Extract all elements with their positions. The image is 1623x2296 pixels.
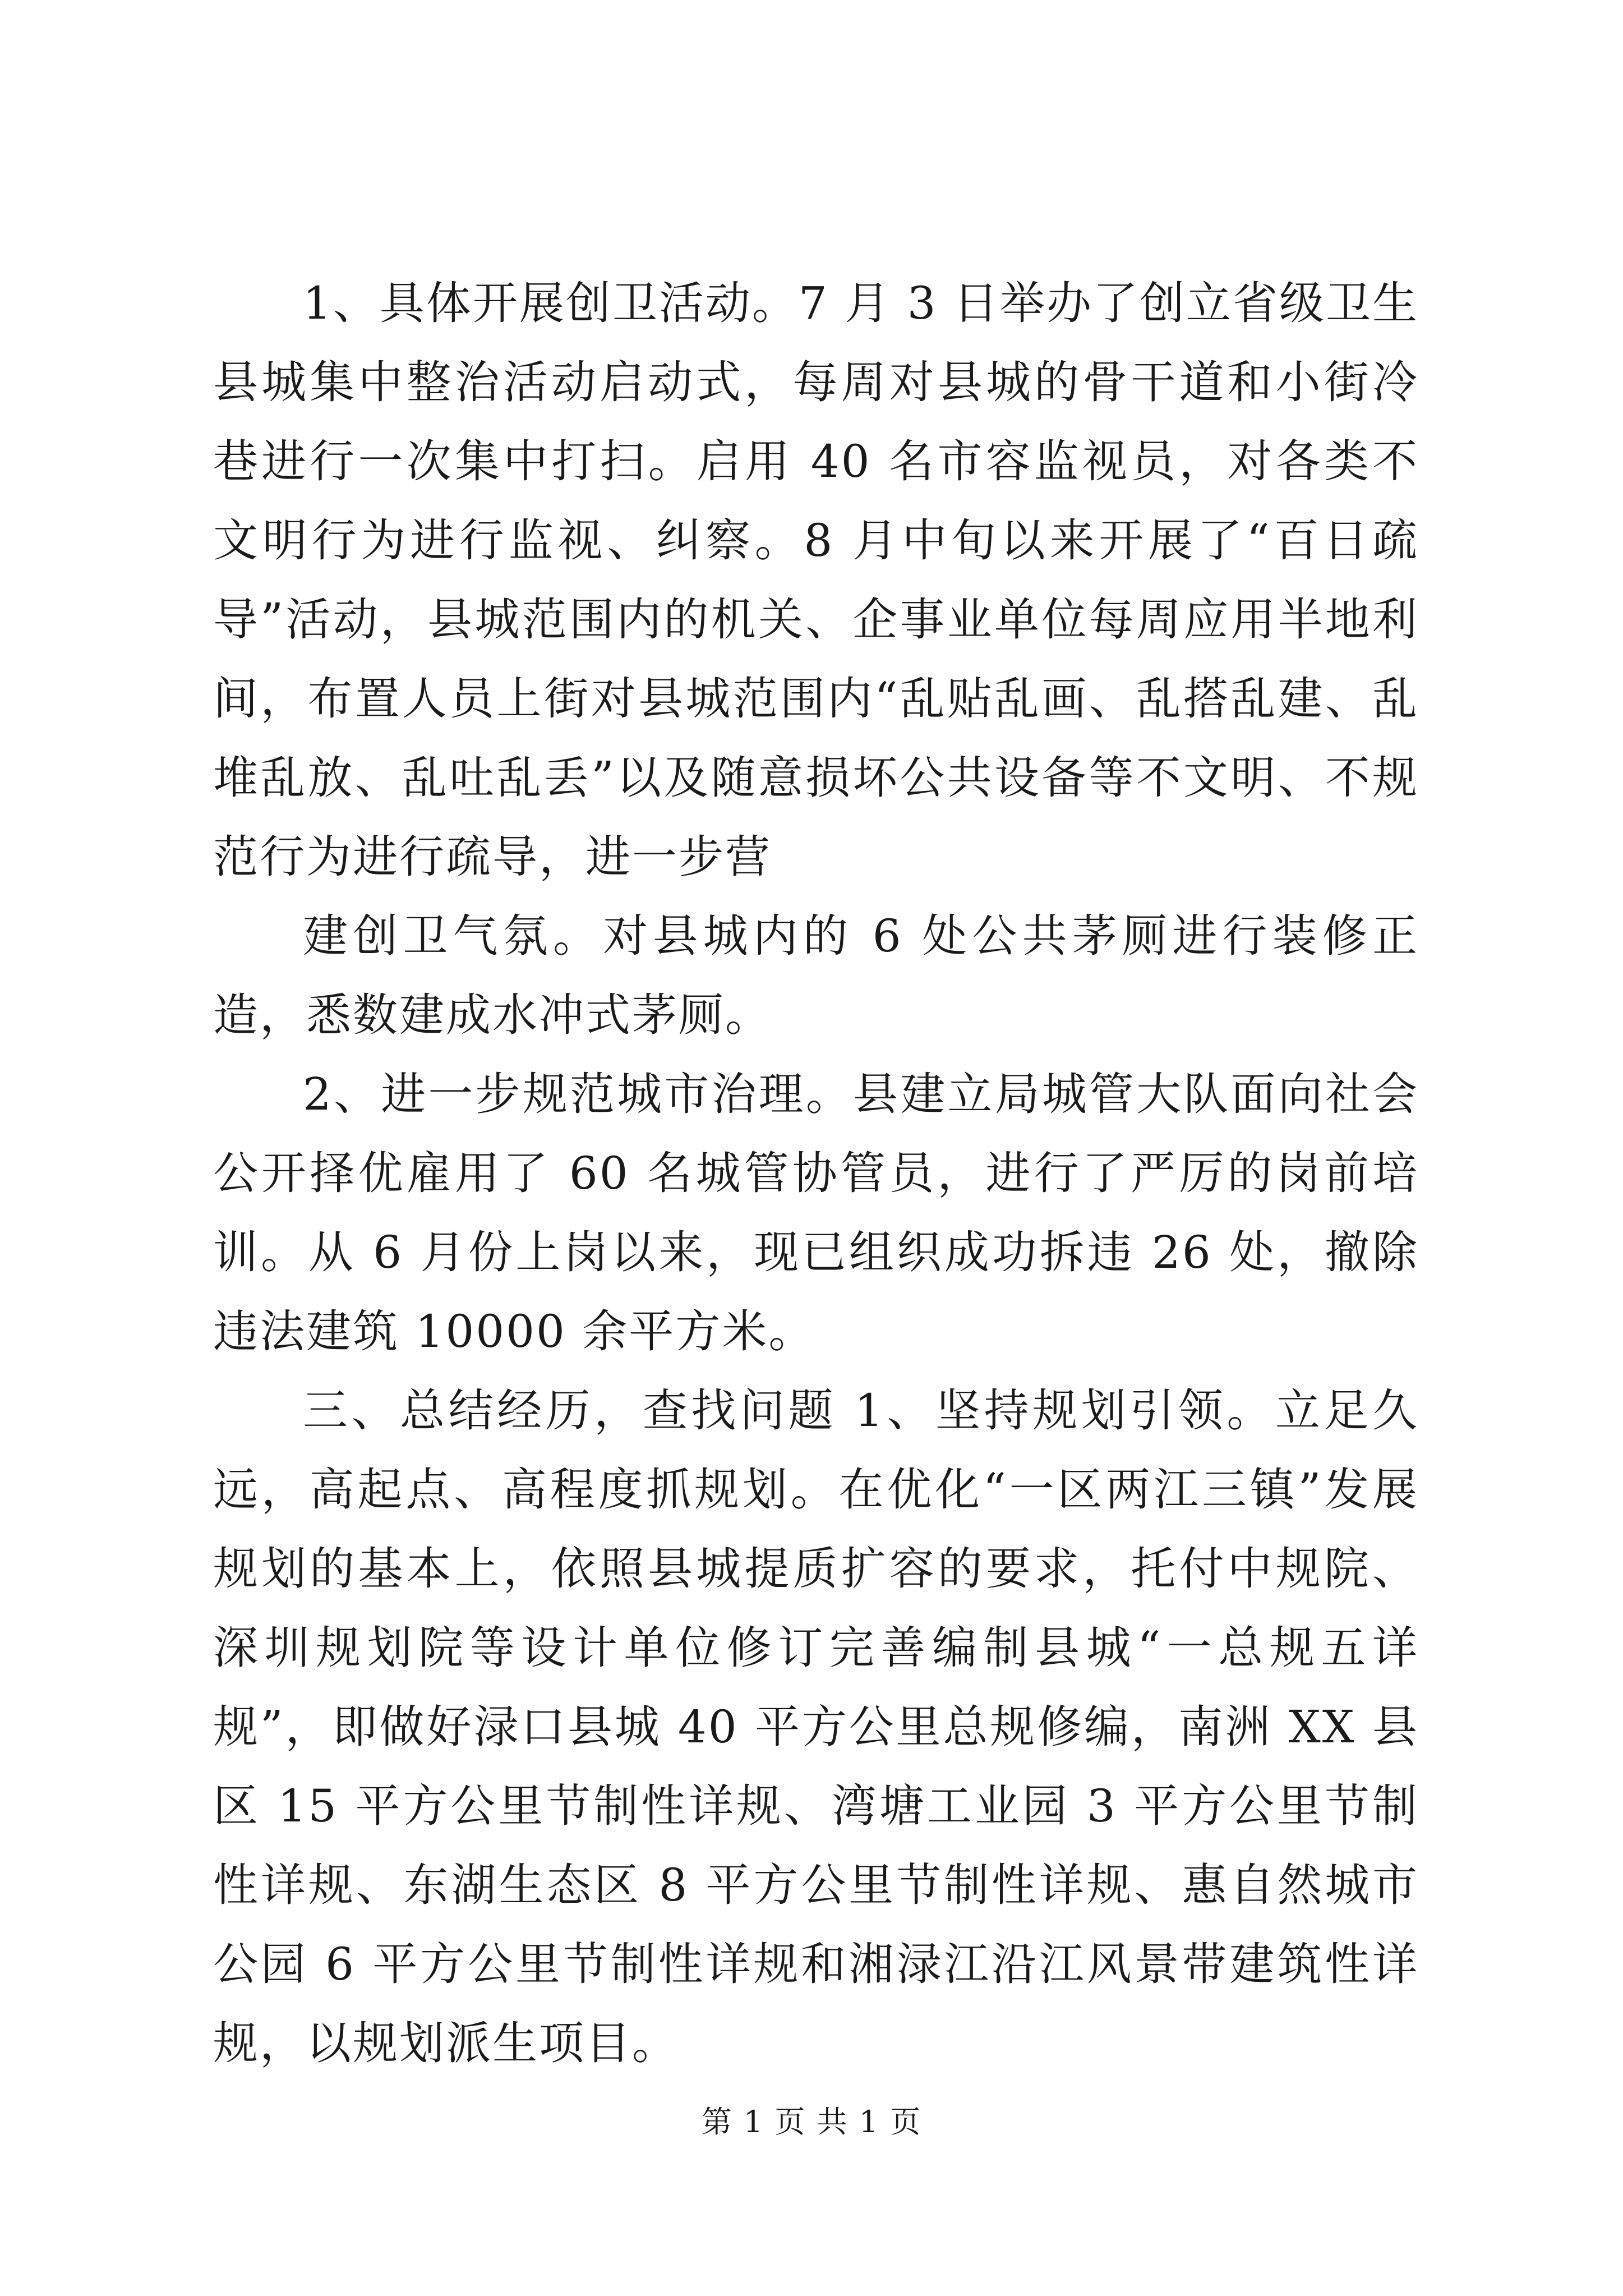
document-body [213, 264, 1419, 2083]
page-footer: 第 1 页 共 1 页 [701, 2104, 922, 2139]
paragraph-planning-summary: 三、总结经历，查找问题 1、坚持规划引领。立足久远，高起点、高程度抓规划。在优化“一区两江三镇”发展规划的基本上，依照县城提质扩容的要求，托付中规院、深圳规划院等设计单位修订完善编制县城“一总规五详规”，即做好渌口县城 40 平方公里总规修编，南洲 XX 县区 15 平方公里节制性详规、湾塘工业园 3 平方公里节制性详规、东湖生态区 8 平方公里节制性详规、惠自然城市公园 6 平方公里节制性详规和湘渌江沿江风景带建筑性详规，以规划派生项目。 [213, 1384, 1419, 2069]
paragraph-public-toilets: 建创卫气氛。对县城内的 6 处公共茅厕进行装修正造，悉数建成水冲式茅厕。 [213, 910, 1419, 1041]
paragraph-sanitation-campaign: 1、具体开展创卫活动。7 月 3 日举办了创立省级卫生县城集中整治活动启动式，每周对县城的骨干道和小街冷巷进行一次集中打扫。启用 40 名市容监视员，对各类不文明行为进行监视、纠察。8 月中旬以来开展了“百日疏导”活动，县城范围内的机关、企事业单位每周应用半地利间，布置人员上街对县城范围内“乱贴乱画、乱搭乱建、乱堆乱放、乱吐乱丢”以及随意损坏公共设备等不文明、不规范行为进行疏导，进一步营 [213, 277, 1419, 883]
paragraph-city-management: 2、进一步规范城市治理。县建立局城管大队面向社会公开择优雇用了 60 名城管协管员，进行了严厉的岗前培训。从 6 月份上岗以来，现已组织成功拆违 26 处，撤除违法建筑 10000 余平方米。 [213, 1068, 1419, 1358]
